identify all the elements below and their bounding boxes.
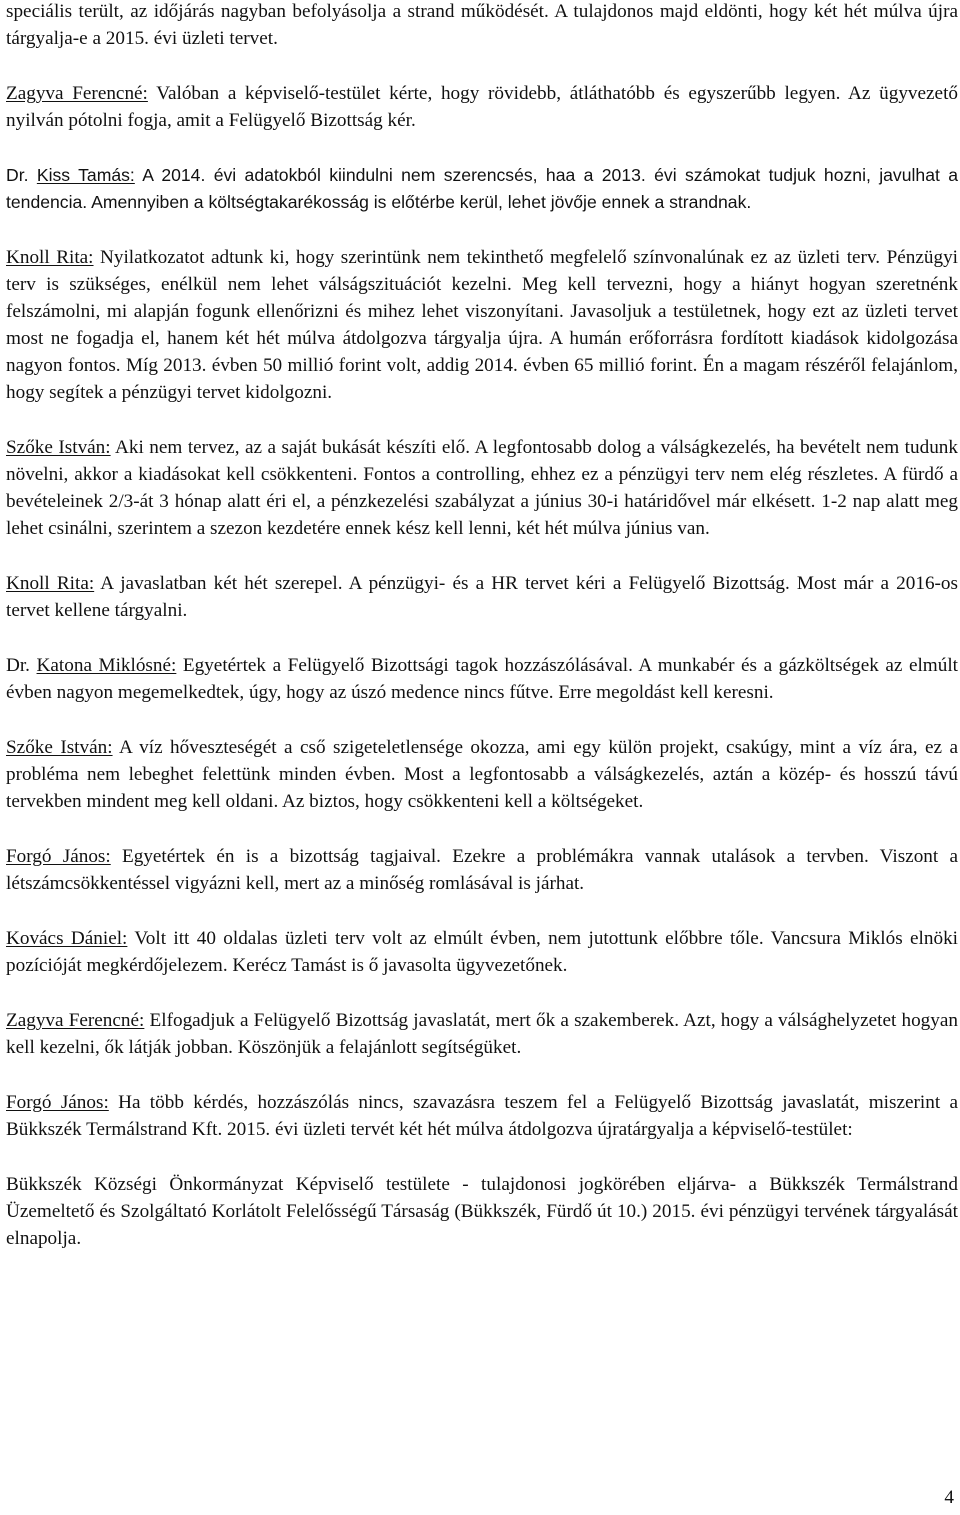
paragraph-knoll-2 [6, 570, 958, 624]
paragraph-zagyva-2 [6, 1007, 958, 1061]
paragraph-text: Egyetértek én is a bizottság tagjaival. Ezekre a problémákra vannak utalások a tervben. Viszont a létszámcsökkentéssel vigyázni kell, mert az a minőség romlásával is járhat. [6, 846, 958, 894]
speaker-prefix: Dr. [6, 655, 37, 676]
paragraph-text: Valóban a képviselő-testület kérte, hogy rövidebb, átláthatóbb és egyszerűbb legyen. Az ügyvezető nyilván pótolni fogja, amit a Felügyelő Bizottság kér. [6, 83, 958, 131]
speaker-name: Katona Miklósné: [36, 655, 177, 676]
speaker-name: Knoll Rita: [6, 573, 95, 594]
paragraph-text: Egyetértek a Felügyelő Bizottsági tagok hozzászólásával. A munkabér és a gázköltségek az elmúlt évben nagyon megemelkedtek, úgy, hogy az úszó medence nincs fűtve. Erre megoldást kell keresni. [6, 655, 958, 703]
paragraph-text: A 2014. évi adatokból kiindulni nem szerencsés, haa a 2013. évi számokat tudjuk hozni, javulhat a tendencia. Amennyiben a költségtakarékosság is előtérbe kerül, lehet jövője ennek a strandnak. [6, 165, 959, 212]
paragraph-katona [6, 652, 958, 706]
speaker-name: Forgó János: [6, 1092, 109, 1113]
paragraph-forgo-1 [6, 843, 958, 897]
document-page [6, 0, 958, 1280]
paragraph-text: Bükkszék Községi Önkormányzat Képviselő testülete - tulajdonosi jogkörében eljárva- a Bükkszék Termálstrand Üzemeltető és Szolgáltató Korlátolt Felelősségű Társaság (Bükkszék, Fürdő út 10.) 2015. évi pénzügyi tervének tárgyalását elnapolja. [6, 1174, 958, 1249]
paragraph-szoke-2 [6, 734, 958, 815]
paragraph-text: Elfogadjuk a Felügyelő Bizottság javaslatát, mert ők a szakemberek. Azt, hogy a válsághelyzetet hogyan kell kezelni, ők látják jobban. Köszönjük a felajánlott segítségüket. [6, 1010, 958, 1058]
paragraph-text: A víz hőveszteségét a cső szigeteletlensége okozza, ami egy külön projekt, csakúgy, mint a víz ára, ez a probléma nem lebeghet felettünk minden évben. Most a legfontosabb a válságkezelés, aztán a közép- és hosszú távú tervekben mindent meg kell oldani. Az biztos, hogy csökkenteni kell a költségeket. [6, 737, 959, 812]
speaker-name: Forgó János: [6, 846, 111, 867]
paragraph-kovacs [6, 925, 958, 979]
paragraph-forgo-2 [6, 1089, 958, 1143]
paragraph-resolution [6, 1171, 958, 1252]
paragraph-intro [6, 0, 958, 52]
speaker-name: Zagyva Ferencné: [6, 1010, 145, 1031]
paragraph-text: Volt itt 40 oldalas üzleti terv volt az elmúlt évben, nem jutottunk előbbre tőle. Vancsura Miklós elnöki pozícióját megkérdőjelezem. Kerécz Tamást is ő javasolta ügyvezetőnek. [6, 928, 959, 976]
speaker-prefix: Dr. [6, 165, 37, 185]
paragraph-zagyva-1 [6, 80, 958, 134]
speaker-name: Knoll Rita: [6, 247, 94, 268]
speaker-name: Szőke István: [6, 437, 111, 458]
speaker-name: Kiss Tamás: [36, 165, 135, 185]
speaker-name: Szőke István: [6, 737, 113, 758]
speaker-name: Zagyva Ferencné: [6, 83, 148, 104]
paragraph-text: speciális terült, az időjárás nagyban befolyásolja a strand működését. A tulajdonos majd eldönti, hogy két hét múlva újra tárgyalja-e a 2015. évi üzleti tervet. [6, 1, 958, 49]
speaker-name: Kovács Dániel: [6, 928, 128, 949]
paragraph-text: Aki nem tervez, az a saját bukását készíti elő. A legfontosabb dolog a válságkezelés, ha bevételt nem tudunk növelni, akkor a kiadásokat kell csökkenteni. Fontos a controlling, ehhez ez a pénzügyi terv nem elég részletes. A fürdő a bevételeinek 2/3-át 3 hónap alatt éri el, a pénzkezelési szabályzat a június 30-i határidővel már elkésett. 1-2 nap alatt meg lehet csinálni, szerintem a szezon kezdetére ennek kész kell lenni, két hét múlva június van. [6, 437, 958, 539]
page-number: 4 [944, 1487, 954, 1508]
paragraph-szoke-1 [6, 434, 958, 542]
paragraph-text: Ha több kérdés, hozzászólás nincs, szavazásra teszem fel a Felügyelő Bizottság javaslatát, miszerint a Bükkszék Termálstrand Kft. 2015. évi üzleti tervét két hét múlva átdolgozva újratárgyalja a képviselő-testület: [6, 1092, 958, 1140]
paragraph-text: A javaslatban két hét szerepel. A pénzügyi- és a HR tervet kéri a Felügyelő Bizottság. Most már a 2016-os tervet kellene tárgyalni. [6, 573, 958, 621]
paragraph-knoll-1 [6, 244, 958, 406]
paragraph-kiss [6, 162, 958, 216]
paragraph-text: Nyilatkozatot adtunk ki, hogy szerintünk nem tekinthető megfelelő színvonalúnak ez az üzleti terv. Pénzügyi terv is szükséges, enélkül nem lehet válságszituációt kezelni. Meg kell tervezni, hogy a hiányt hogyan szeretnénk felszámolni, mi alapján fogunk ellenőrizni és mihez lehet viszonyítani. Javasoljuk a testületnek, hogy ezt az üzleti tervet most ne fogadja el, hanem két hét múlva átdolgozva tárgyalja újra. A humán erőforrásra fordított kiadások kidolgozása nagyon fontos. Míg 2013. évben 50 millió forint volt, addig 2014. évben 65 millió forint. Én a magam részéről felajánlom, hogy segítek a pénzügyi tervet kidolgozni. [6, 247, 958, 403]
